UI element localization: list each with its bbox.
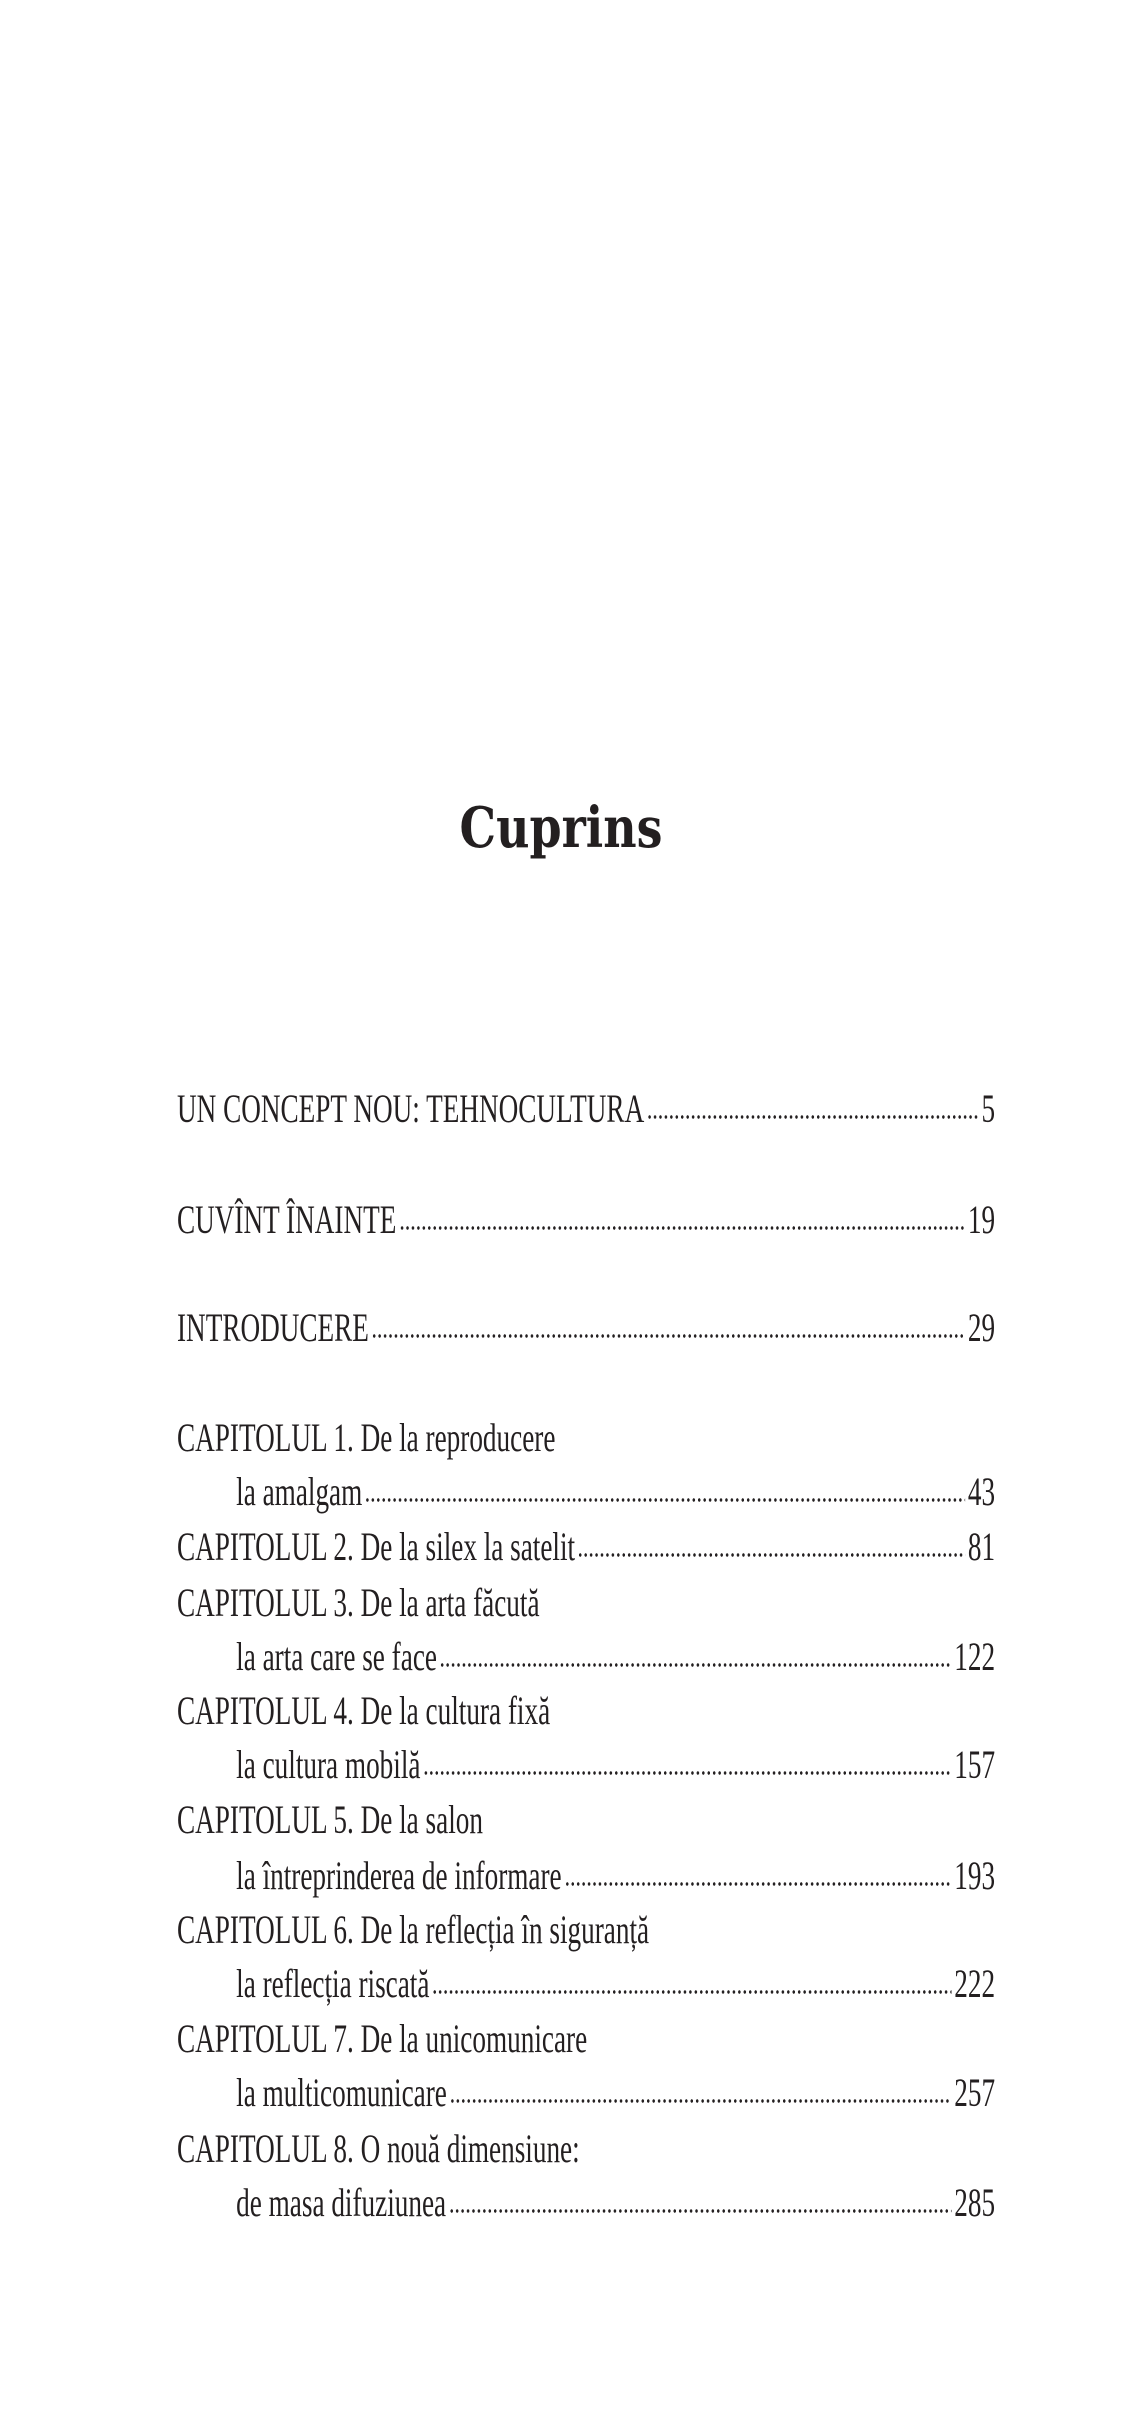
entry-subtitle: la amalgam bbox=[236, 1469, 363, 1514]
toc-entry[interactable] bbox=[177, 1522, 995, 1572]
toc-entry[interactable] bbox=[177, 1084, 995, 1134]
entry-title: UN CONCEPT NOU: TEHNOCULTURA bbox=[177, 1086, 645, 1131]
entry-title: CAPITOLUL 6. De la reflecția în siguranță bbox=[177, 1907, 650, 1952]
entry-title: CAPITOLUL 4. De la cultura fixă bbox=[177, 1688, 551, 1733]
page-title: Cuprins bbox=[459, 795, 663, 861]
dot-leader bbox=[450, 2098, 952, 2104]
entry-subtitle: la întreprinderea de informare bbox=[236, 1853, 562, 1898]
toc-entry-heading[interactable] bbox=[177, 2014, 995, 2064]
dot-leader bbox=[432, 1989, 951, 1995]
page-number: 193 bbox=[954, 1853, 996, 1898]
dot-leader bbox=[399, 1225, 965, 1231]
toc-entry-heading[interactable] bbox=[177, 2124, 995, 2174]
page-number: 81 bbox=[967, 1524, 996, 1569]
entry-title: CUVÎNT ÎNAINTE bbox=[177, 1197, 397, 1242]
page-number: 29 bbox=[967, 1305, 996, 1350]
toc-entry[interactable] bbox=[236, 1632, 995, 1682]
entry-title: CAPITOLUL 8. O nouă dimensiune: bbox=[177, 2126, 580, 2171]
page-number: 5 bbox=[981, 1086, 996, 1131]
entry-title: CAPITOLUL 1. De la reproducere bbox=[177, 1415, 556, 1460]
toc-entry[interactable] bbox=[236, 2178, 995, 2228]
toc-entry[interactable] bbox=[236, 1740, 995, 1790]
toc-entry[interactable] bbox=[236, 2068, 995, 2118]
toc-entry[interactable] bbox=[177, 1195, 995, 1245]
page-number: 285 bbox=[954, 2180, 996, 2225]
page-number: 43 bbox=[967, 1469, 996, 1514]
toc-entry[interactable] bbox=[236, 1851, 995, 1901]
dot-leader bbox=[647, 1114, 979, 1120]
entry-subtitle: la multicomunicare bbox=[236, 2070, 447, 2115]
dot-leader bbox=[423, 1770, 951, 1776]
dot-leader bbox=[440, 1662, 952, 1668]
toc-entry[interactable] bbox=[177, 1303, 995, 1353]
page-number: 257 bbox=[954, 2070, 996, 2115]
toc-entry[interactable] bbox=[236, 1467, 995, 1517]
toc-entry-heading[interactable] bbox=[177, 1795, 995, 1845]
dot-leader bbox=[449, 2208, 952, 2214]
entry-title: CAPITOLUL 3. De la arta făcută bbox=[177, 1580, 540, 1625]
entry-title: INTRODUCERE bbox=[177, 1305, 369, 1350]
entry-title: CAPITOLUL 2. De la silex la satelit bbox=[177, 1524, 576, 1569]
page-number: 19 bbox=[967, 1197, 996, 1242]
page-number: 157 bbox=[954, 1742, 996, 1787]
dot-leader bbox=[372, 1333, 965, 1339]
toc-entry-heading[interactable] bbox=[177, 1413, 995, 1463]
entry-subtitle: de masa difuziunea bbox=[236, 2180, 447, 2225]
entry-title: CAPITOLUL 5. De la salon bbox=[177, 1797, 483, 1842]
entry-subtitle: la arta care se face bbox=[236, 1634, 437, 1679]
dot-leader bbox=[564, 1881, 951, 1887]
dot-leader bbox=[365, 1497, 965, 1503]
entry-subtitle: la reflecția riscată bbox=[236, 1961, 430, 2006]
entry-title: CAPITOLUL 7. De la unicomunicare bbox=[177, 2016, 588, 2061]
toc-entry-heading[interactable] bbox=[177, 1905, 995, 1955]
page-number: 222 bbox=[954, 1961, 996, 2006]
entry-subtitle: la cultura mobilă bbox=[236, 1742, 421, 1787]
dot-leader bbox=[578, 1552, 965, 1558]
page-number: 122 bbox=[954, 1634, 996, 1679]
toc-entry[interactable] bbox=[236, 1959, 995, 2009]
toc-entry-heading[interactable] bbox=[177, 1578, 995, 1628]
toc-entry-heading[interactable] bbox=[177, 1686, 995, 1736]
